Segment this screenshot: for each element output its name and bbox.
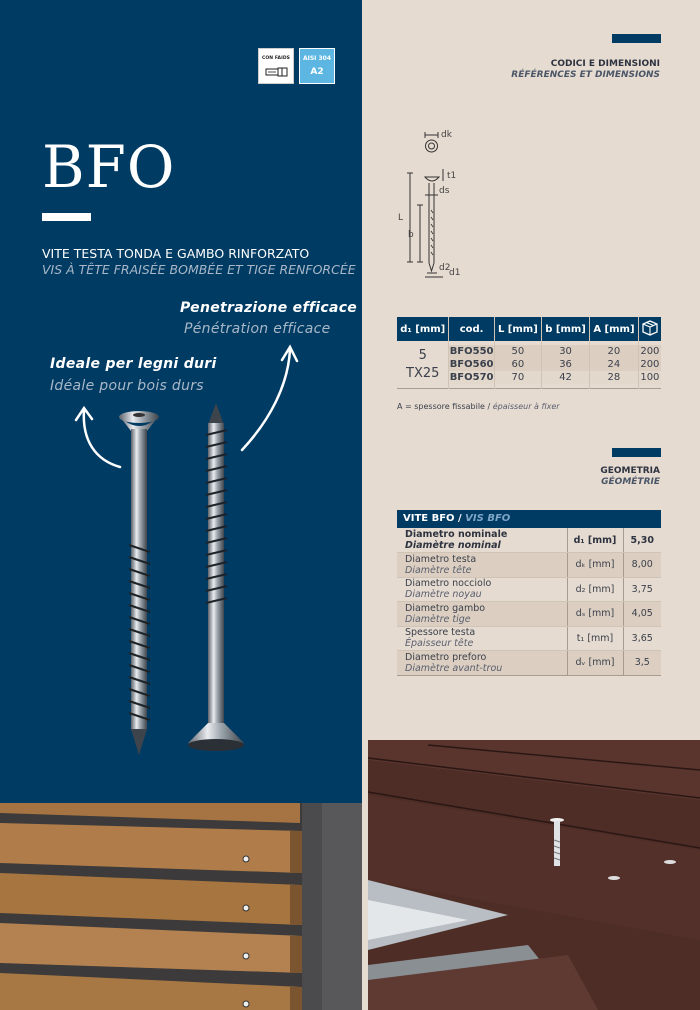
symbol: t₁ — [576, 632, 585, 644]
geometry-value: 3,75 — [623, 577, 661, 602]
geometry-symbol — [567, 626, 623, 651]
geometry-label-it: Diametro gambo — [405, 602, 486, 614]
pcs-cell: 200 — [638, 345, 661, 358]
geometry-symbol — [567, 528, 623, 553]
geometry-row — [397, 626, 661, 651]
L-cell: 70 — [494, 371, 541, 384]
geometry-table — [397, 510, 661, 676]
unit: [mm] — [587, 632, 614, 644]
pcs-cell: 100 — [638, 371, 661, 384]
unit: [mm] — [588, 559, 615, 571]
conformity-label: CON FAIDS — [261, 56, 291, 61]
codes-section-subtitle: RÉFÉRENCES ET DIMENSIONS — [511, 70, 660, 80]
cod-cell: BFO560 — [449, 359, 494, 370]
geometry-label-it: Diametro nominale — [405, 529, 508, 540]
geometry-section-bar — [612, 448, 661, 457]
geometry-section-subtitle: GÉOMÉTRIE — [601, 477, 660, 487]
codes-section-title: CODICI E DIMENSIONI — [550, 59, 660, 69]
geometry-value: 4,05 — [623, 602, 661, 627]
geometry-table-title — [397, 510, 661, 528]
geometry-symbol — [567, 602, 623, 627]
header-cod: cod. — [449, 317, 494, 341]
header-d1: d₁ [mm] — [397, 317, 449, 341]
material-grade: A2 — [310, 67, 324, 77]
geometry-label-fr: Diamètre avant-trou — [405, 662, 503, 674]
b-cell: 42 — [542, 371, 590, 384]
geometry-title-it: VITE BFO / — [403, 513, 466, 524]
decking-photo — [368, 740, 700, 1010]
geometry-symbol — [567, 577, 623, 602]
cladding-photo — [0, 803, 362, 1010]
geometry-label-fr: Épaisseur tête — [405, 638, 474, 650]
A-cell: 24 — [590, 358, 639, 371]
screw-illustration — [110, 395, 260, 765]
geometry-row — [397, 528, 661, 553]
geometry-label-fr: Diamètre tige — [405, 613, 471, 625]
cod-cell: BFO550 — [449, 346, 494, 357]
header-L: L [mm] — [494, 317, 541, 341]
geometry-label-fr: Diamètre tête — [405, 564, 472, 576]
diagram-label-L: L — [398, 213, 404, 223]
symbol: dₛ — [575, 608, 586, 620]
diagram-label-dk: dk — [441, 130, 452, 140]
geometry-label — [397, 528, 567, 553]
feature-hardwood-fr: Idéale pour bois durs — [50, 378, 204, 394]
geometry-row — [397, 602, 661, 627]
geometry-section-title: GEOMETRIA — [600, 466, 660, 476]
package-icon — [642, 320, 658, 336]
pcs-cell: 200 — [638, 358, 661, 371]
geometry-value: 5,30 — [623, 528, 661, 553]
geometry-label — [397, 602, 567, 627]
product-title: BFO — [42, 133, 176, 201]
geometry-row — [397, 577, 661, 602]
cod-cell: BFO570 — [449, 372, 494, 383]
product-panel — [0, 0, 362, 803]
geometry-label-it: Diametro testa — [405, 553, 477, 565]
L-cell: 60 — [494, 358, 541, 371]
geometry-label — [397, 577, 567, 602]
wood-cladding-image — [0, 803, 362, 1010]
geometry-label-it: Diametro nocciolo — [405, 578, 492, 590]
geometry-label-fr: Diamètre nominal — [405, 540, 501, 551]
codes-table — [397, 317, 661, 389]
wood-decking-image — [368, 740, 700, 1010]
table-footnote — [397, 402, 560, 411]
unit: [mm] — [588, 608, 615, 620]
product-subtitle-it: VITE TESTA TONDA E GAMBO RINFORZATO — [42, 246, 310, 261]
b-cell: 30 — [542, 345, 590, 358]
geometry-label — [397, 553, 567, 578]
feature-penetration-it: Penetrazione efficace — [180, 300, 358, 316]
unit: [mm] — [588, 657, 615, 669]
footnote-it: A = spessore fissabile / — [397, 402, 493, 411]
unit: [mm] — [587, 534, 617, 546]
drive-value: TX25 — [406, 365, 440, 381]
diagram-label-b: b — [408, 230, 414, 240]
diagram-label-d2: d2 — [439, 263, 451, 273]
table-row — [397, 345, 661, 358]
geometry-row — [397, 553, 661, 578]
diagram-label-d1: d1 — [449, 268, 461, 278]
screw-head-up-icon — [119, 411, 159, 755]
header-b: b [mm] — [542, 317, 590, 341]
symbol: d₂ — [575, 583, 586, 595]
geometry-label-it: Spessore testa — [405, 627, 476, 639]
d1-value: 5 — [418, 347, 427, 363]
product-subtitle-fr: VIS À TÊTE FRAISÉE BOMBÉE ET TIGE RENFORCÉE — [42, 262, 356, 277]
header-A: A [mm] — [590, 317, 639, 341]
feature-hardwood-it: Ideale per legni duri — [50, 356, 217, 372]
geometry-value: 8,00 — [623, 553, 661, 578]
footnote-fr: épaisseur à fixer — [492, 402, 560, 411]
codes-section-bar — [612, 34, 661, 43]
geometry-symbol — [567, 651, 623, 676]
feature-penetration-fr: Pénétration efficace — [184, 321, 331, 337]
material-label: AISI 304 — [302, 55, 332, 62]
geometry-value: 3,65 — [623, 626, 661, 651]
A-cell: 28 — [590, 371, 639, 384]
symbol: dᵥ — [575, 657, 586, 669]
screw-head-down-icon — [188, 403, 244, 751]
codes-table-header — [397, 317, 661, 341]
geometry-label-it: Diametro preforo — [405, 651, 487, 663]
unit: [mm] — [588, 583, 615, 595]
geometry-title-fr: VIS BFO — [465, 513, 511, 524]
d1-cell — [397, 345, 449, 384]
screw-dimension-diagram — [395, 125, 475, 280]
header-package — [638, 317, 661, 341]
geometry-label-fr: Diamètre noyau — [405, 589, 482, 601]
geometry-symbol — [567, 553, 623, 578]
geometry-label — [397, 626, 567, 651]
L-cell: 50 — [494, 345, 541, 358]
A-cell: 20 — [590, 345, 639, 358]
geometry-row — [397, 651, 661, 676]
geometry-value: 3,5 — [623, 651, 661, 676]
geometry-label — [397, 651, 567, 676]
diagram-label-ds: ds — [439, 186, 450, 196]
b-cell: 36 — [542, 358, 590, 371]
diagram-label-t1: t1 — [447, 171, 457, 181]
symbol: dₖ — [575, 559, 586, 571]
symbol: d₁ — [573, 534, 585, 546]
